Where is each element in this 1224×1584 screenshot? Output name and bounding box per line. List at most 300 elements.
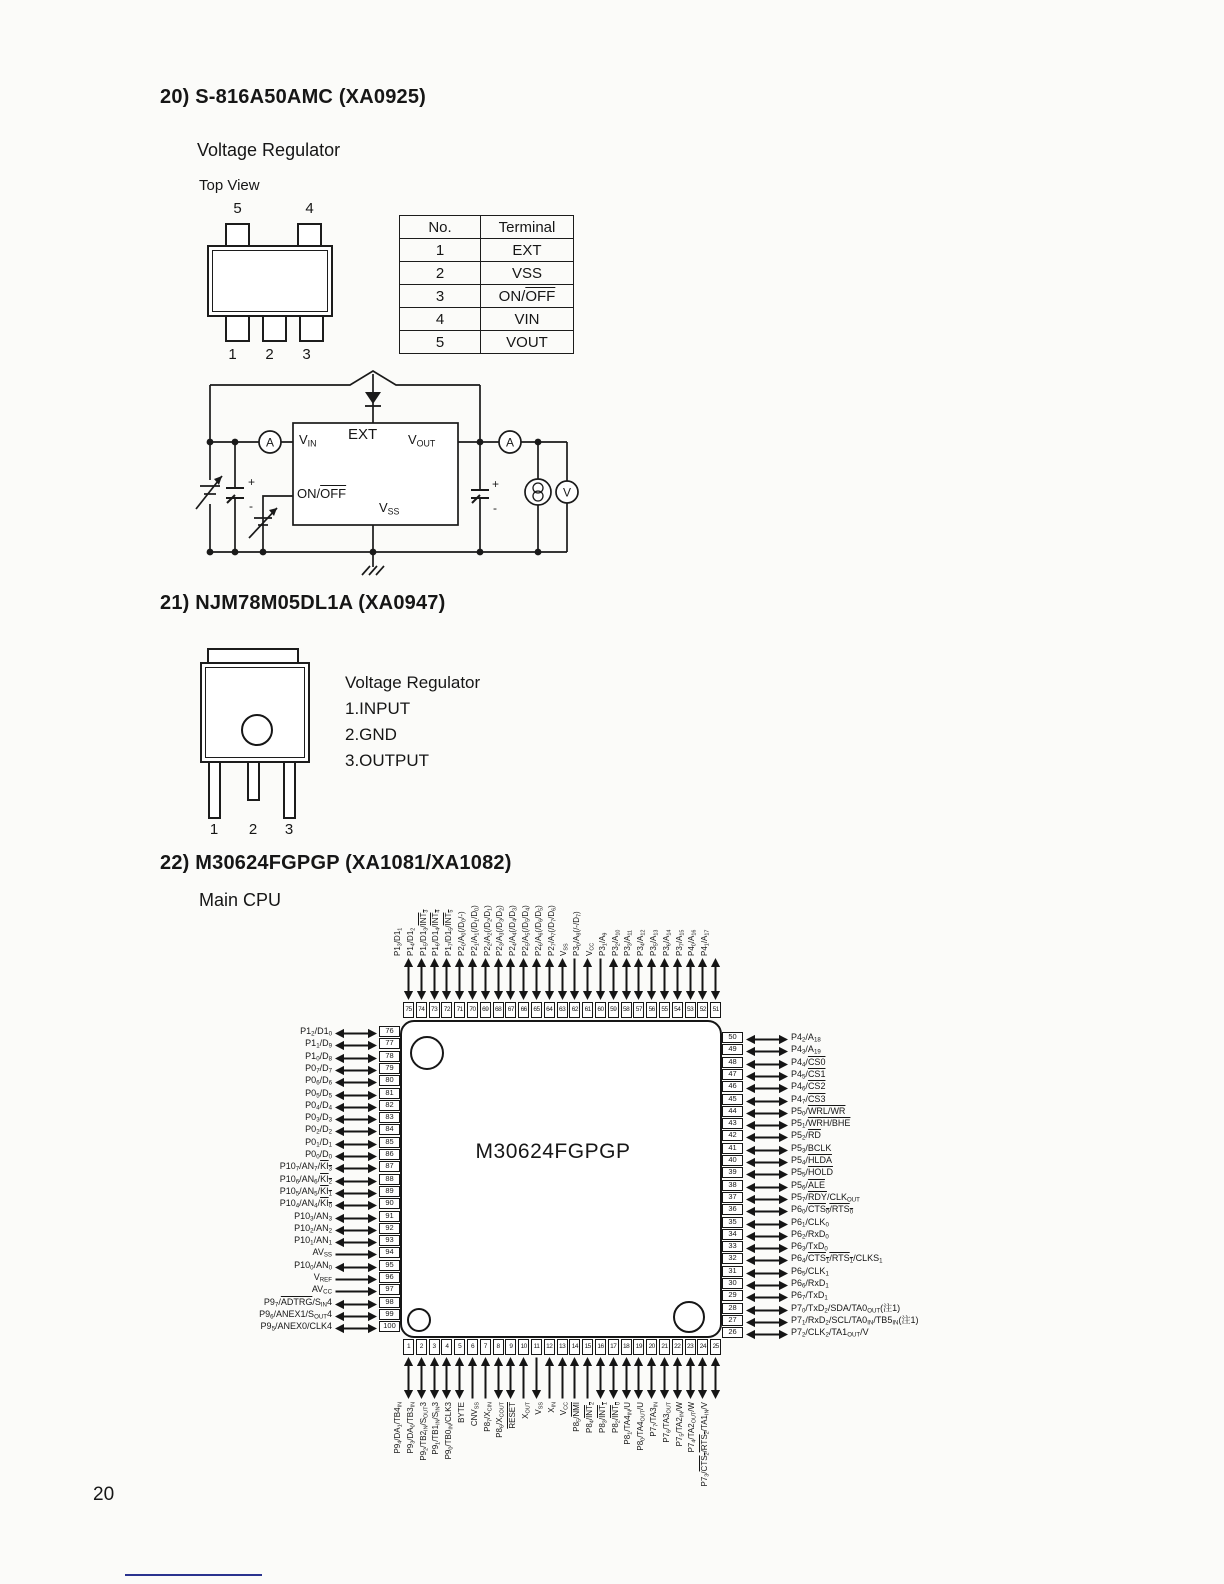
pin-43-label: $P5_1/WRH$/BHE (791, 1118, 851, 1130)
pin-94-label: $AV_{SS}$ (312, 1247, 332, 1260)
sot-pin4-number: 4 (305, 200, 314, 217)
pin-40-label: $P5_4$/HLDA (791, 1155, 832, 1167)
pin-17-label: $P8_3/INT_1$ (597, 1402, 609, 1433)
cap-plus-mark: + (248, 475, 256, 489)
pin-100-label: $P9_5/ANEX0/CLK4$ (260, 1321, 332, 1333)
pin-84-number: 84 (379, 1124, 400, 1135)
pin-71-label: $P1_7/D1_5/INT_5$ (444, 909, 455, 956)
pin-85-number: 85 (379, 1137, 400, 1148)
pin-96-label: $V_{REF}$ (313, 1272, 332, 1284)
pin-45-number: 45 (722, 1094, 743, 1105)
pin-20-label: $P8_0/TA4_{OUT}/U$ (636, 1402, 647, 1451)
pin-19-number: 19 (633, 1339, 644, 1355)
pin-75-number: 75 (403, 1002, 414, 1018)
pin-58-label: $P3_2/A_{10}$ (610, 929, 622, 956)
pin-52-arrow (697, 958, 708, 1005)
pin-30-label: $P6_6/RxD_1$ (791, 1278, 829, 1290)
pin-10-label: RESET (508, 1402, 518, 1429)
pin-28-number: 28 (722, 1303, 743, 1314)
pin-3-label: $P9_2/TB2_{IN}/S_{OUT}3$ (418, 1402, 430, 1461)
pin-17-number: 17 (608, 1339, 619, 1355)
pin-51-number: 51 (710, 1002, 721, 1018)
pin-52-label: $P4_0/A_{16}$ (687, 929, 698, 956)
terminal-name-cell: EXT (481, 239, 574, 262)
pin-54-number: 54 (672, 1002, 683, 1018)
pin-22-label: $P7_6/TA3_{OUT}$ (661, 1402, 673, 1443)
pin-90-label: $P10_4/AN_4/KI_0$ (279, 1198, 332, 1210)
terminal-no-cell: 4 (400, 308, 481, 331)
pin-23-label: $P7_5/TA2_{IN}/W$ (674, 1402, 686, 1447)
pin-34-label: $P6_2/RxD_0$ (791, 1228, 829, 1241)
pin-92-label: $P10_2/AN_2$ (294, 1222, 332, 1235)
pin-7-label: $CNV_{SS}$ (469, 1402, 481, 1427)
pin-15-arrow (582, 1357, 593, 1404)
pin-24-number: 24 (697, 1339, 708, 1355)
pin-71-number: 71 (454, 1002, 465, 1018)
pin-89-number: 89 (379, 1186, 400, 1197)
regulator-desc-line: 1.INPUT (345, 699, 411, 718)
pin-1-label: $P9_4/DA_1/TB4_{IN}$ (393, 1402, 404, 1454)
pin-25-arrow (710, 1357, 721, 1404)
circuit-vss-label: $V_{SS}$ (379, 500, 400, 517)
pin-72-number: 72 (441, 1002, 452, 1018)
pin-8-arrow (493, 1357, 504, 1404)
pin-18-label: $P8_2/INT_0$ (610, 1402, 622, 1433)
pin-6-number: 6 (467, 1339, 478, 1355)
pin-60-label: $V_{CC}$ (585, 942, 596, 956)
pin-57-arrow (633, 958, 644, 1005)
pin-11-label: $X_{OUT}$ (521, 1402, 532, 1419)
pin-68-label: $P2_2/A_2(/D_2/D_1)$ (482, 905, 494, 956)
pin-14-label: $V_{CC}$ (559, 1402, 570, 1416)
pin-65-arrow (531, 958, 542, 1005)
footer-rule (125, 1574, 262, 1576)
pin-32-number: 32 (722, 1253, 743, 1264)
pin-95-number: 95 (379, 1260, 400, 1271)
pin-71-arrow (454, 958, 465, 1005)
corner-circle-bottom-right (673, 1301, 705, 1333)
section-22-heading: 22) M30624FGPGP (XA1081/XA1082) (160, 852, 512, 874)
pin-59-number: 59 (608, 1002, 619, 1018)
pin-89-label: $P10_5/AN_5/KI_1$ (279, 1185, 332, 1198)
pin-17-arrow (608, 1357, 619, 1404)
pin-82-number: 82 (379, 1100, 400, 1111)
pin-73-label: $P1_5/D1_3/INT_3$ (418, 909, 430, 956)
pin-16-arrow (595, 1357, 606, 1404)
pin-99-label: $P9_6/ANEX1/S_{OUT}4$ (259, 1308, 332, 1321)
pin-47-label: $P4_5/CS1$ (791, 1068, 826, 1081)
pin-79-number: 79 (379, 1063, 400, 1074)
pin-64-arrow (544, 958, 555, 1005)
pin-40-number: 40 (722, 1155, 743, 1166)
pin-2-label: $P9_3/DA_0/TB3_{IN}$ (405, 1402, 417, 1454)
pin-8-number: 8 (493, 1339, 504, 1355)
pin-90-number: 90 (379, 1198, 400, 1209)
pin-67-arrow (505, 958, 516, 1005)
pin-10-arrow (518, 1357, 529, 1404)
pin-25-label: $P7_3/CTS_2/RTS_2/TA1_{IN}/V$ (700, 1402, 711, 1487)
terminal-table-header-no: No. (400, 216, 481, 239)
terminal-table-header-terminal: Terminal (481, 216, 574, 239)
pin-73-number: 73 (429, 1002, 440, 1018)
pin-81-label: $P0_5/D_5$ (305, 1087, 332, 1100)
pin-91-number: 91 (379, 1211, 400, 1222)
pin-53-label: $P3_7/A_{15}$ (674, 929, 686, 956)
sot-pin1-number: 1 (228, 346, 237, 363)
pin-10-number: 10 (518, 1339, 529, 1355)
pin-72-arrow (441, 958, 452, 1005)
pin-86-label: $P0_0/D_0$ (305, 1149, 332, 1161)
pin-29-number: 29 (722, 1290, 743, 1301)
pin-21-number: 21 (659, 1339, 670, 1355)
pin-58-number: 58 (621, 1002, 632, 1018)
pin-76-label: $P1_2/D1_0$ (300, 1026, 332, 1038)
pin-53-number: 53 (685, 1002, 696, 1018)
section-20-subtitle: Voltage Regulator (197, 140, 341, 160)
pin-100-arrow (335, 1321, 377, 1339)
pin-19-label: $P8_1/TA4_{IN}/U$ (623, 1402, 634, 1445)
pin-24-label: $P7_4/TA2_{OUT}/W$ (687, 1402, 698, 1453)
pin-53-arrow (685, 958, 696, 1005)
corner-circle-bottom-left (407, 1308, 431, 1332)
pin-5-arrow (454, 1357, 465, 1404)
dpak-pin3-number: 3 (284, 821, 294, 838)
pin-62-label: $V_{SS}$ (559, 943, 570, 956)
pin-18-number: 18 (621, 1339, 632, 1355)
pin-6-label: BYTE (457, 1402, 466, 1423)
pin-68-arrow (493, 958, 504, 1005)
pin-22-arrow (672, 1357, 683, 1404)
pin-26-label: $P7_2/CLK_2/TA1_{OUT}/V$ (791, 1327, 869, 1339)
pin-36-number: 36 (722, 1204, 743, 1215)
regulator-desc-line: 3.OUTPUT (345, 751, 430, 770)
pin-54-label: $P3_6/A_{14}$ (661, 929, 673, 956)
pin-93-number: 93 (379, 1235, 400, 1246)
pin-67-number: 67 (505, 1002, 516, 1018)
pin-11-number: 11 (531, 1339, 542, 1355)
pin-98-number: 98 (379, 1297, 400, 1308)
pin-56-label: $P3_4/A_{12}$ (636, 929, 647, 956)
sot-pin2-number: 2 (265, 346, 274, 363)
pin-3-number: 3 (429, 1339, 440, 1355)
terminal-no-cell: 1 (400, 239, 481, 262)
pin-83-number: 83 (379, 1112, 400, 1123)
pin-41-number: 41 (722, 1143, 743, 1154)
pin-9-number: 9 (505, 1339, 516, 1355)
pin-13-label: $X_{IN}$ (546, 1402, 558, 1413)
pin-37-number: 37 (722, 1192, 743, 1203)
pin-79-label: $P0_7/D_7$ (305, 1062, 332, 1075)
pin-59-label: $P3_1/A_9$ (597, 932, 609, 956)
pin-68-number: 68 (493, 1002, 504, 1018)
pin-49-label: $P4_3/A_{19}$ (791, 1044, 821, 1056)
section-20-view-label: Top View (199, 177, 260, 194)
pin-58-arrow (621, 958, 632, 1005)
pin-11-arrow (531, 1357, 542, 1404)
pin-80-number: 80 (379, 1075, 400, 1086)
pin-23-number: 23 (685, 1339, 696, 1355)
pin-61-arrow (582, 958, 593, 1005)
pin-60-number: 60 (595, 1002, 606, 1018)
pin-75-arrow (403, 958, 414, 1005)
voltmeter-letter: V (562, 485, 572, 500)
pin-33-number: 33 (722, 1241, 743, 1252)
pin-12-label: $V_{SS}$ (533, 1402, 545, 1415)
pin-47-number: 47 (722, 1069, 743, 1080)
pin1-index-circle (410, 1036, 444, 1070)
ammeter-letter: A (265, 435, 275, 450)
pin-24-arrow (697, 1357, 708, 1404)
pin-33-label: $P6_3/TxD_0$ (791, 1241, 828, 1253)
pin-4-arrow (441, 1357, 452, 1404)
pin-59-arrow (608, 958, 619, 1005)
pin-36-label: $P6_0/CTS_0/RTS_0$ (791, 1204, 854, 1216)
pin-70-arrow (467, 958, 478, 1005)
pin-12-number: 12 (544, 1339, 555, 1355)
sot-pin3-number: 3 (302, 346, 311, 363)
pin-87-number: 87 (379, 1161, 400, 1172)
pin-77-number: 77 (379, 1038, 400, 1049)
pin-38-number: 38 (722, 1180, 743, 1191)
pin-34-number: 34 (722, 1229, 743, 1240)
pin-62-arrow (569, 958, 580, 1005)
pin-15-label: $P8_5/\overline{NMI}$ (572, 1402, 583, 1432)
pin-7-number: 7 (480, 1339, 491, 1355)
pin-1-number: 1 (403, 1339, 414, 1355)
pin-100-number: 100 (379, 1321, 400, 1332)
pin-87-label: $P10_7/AN_7/KI_3$ (279, 1161, 332, 1173)
pin-93-label: $P10_1/AN_1$ (294, 1235, 332, 1247)
pin-54-arrow (672, 958, 683, 1005)
pin-92-number: 92 (379, 1223, 400, 1234)
pin-94-number: 94 (379, 1247, 400, 1258)
pin-78-label: $P1_0/D_8$ (305, 1050, 332, 1063)
cap-minus-mark: - (493, 501, 497, 515)
pin-48-label: $P4_4/CS0$ (791, 1056, 826, 1069)
pin-15-number: 15 (582, 1339, 593, 1355)
pin-57-label: $P3_3/A_{11}$ (623, 929, 634, 956)
pin-74-number: 74 (416, 1002, 427, 1018)
terminal-name-cell: VIN (481, 308, 574, 331)
pin-62-number: 62 (569, 1002, 580, 1018)
pin-78-number: 78 (379, 1051, 400, 1062)
pin-80-label: $P0_6/D_6$ (305, 1075, 332, 1087)
pin-83-label: $P0_3/D_3$ (305, 1112, 332, 1124)
pin-35-label: $P6_1/CLK_0$ (791, 1216, 829, 1229)
pin-55-arrow (659, 958, 670, 1005)
page-number: 20 (93, 1484, 115, 1505)
pin-4-label: $P9_1/TB1_{IN}/S_{IN}3$ (431, 1402, 442, 1455)
pin-66-arrow (518, 958, 529, 1005)
pin-63-arrow (557, 958, 568, 1005)
pin-66-number: 66 (518, 1002, 529, 1018)
pin-5-label: $P9_0/TB0_{IN}/CLK3$ (444, 1402, 455, 1460)
pin-45-label: $P4_7/CS3$ (791, 1093, 826, 1106)
pin-13-arrow (557, 1357, 568, 1404)
pin-42-label: $P5_2/\overline{RD}$ (791, 1130, 821, 1143)
section-21-heading: 21) NJM78M05DL1A (XA0947) (160, 592, 446, 614)
pin-9-label: $P8_6/X_{COUT}$ (495, 1402, 506, 1438)
circuit-vin-label: $V_{IN}$ (299, 432, 317, 449)
pin-74-label: $P1_4/D1_2$ (405, 927, 417, 956)
circuit-vout-label: $V_{OUT}$ (408, 432, 436, 449)
pin-66-label: $P2_4/A_4(/D_4/D_3)$ (508, 905, 519, 956)
pin-14-arrow (569, 1357, 580, 1404)
pin-46-number: 46 (722, 1081, 743, 1092)
terminal-name-cell: VOUT (481, 331, 574, 354)
pin-91-label: $P10_3/AN_3$ (294, 1210, 332, 1223)
pin-7-arrow (480, 1357, 491, 1404)
pin-5-number: 5 (454, 1339, 465, 1355)
pin-98-label: $P9_7/ADTRG/S_{IN}4$ (263, 1296, 332, 1309)
pin-76-number: 76 (379, 1026, 400, 1037)
pin-88-label: $P10_6/AN_6/KI_2$ (279, 1173, 332, 1186)
terminal-name-cell: $ON/\overline{OFF}$ (481, 285, 574, 308)
pin-51-arrow (710, 958, 721, 1005)
terminal-no-cell: 5 (400, 331, 481, 354)
pin-69-number: 69 (480, 1002, 491, 1018)
pin-69-arrow (480, 958, 491, 1005)
pin-63-label: $P2_7/A_7(/D_7/D_6)$ (546, 905, 558, 956)
pin-43-number: 43 (722, 1118, 743, 1129)
pin-56-number: 56 (646, 1002, 657, 1018)
pin-64-label: $P2_6/A_6(/D_6/D_5)$ (533, 905, 545, 956)
pin-74-arrow (416, 958, 427, 1005)
pin-16-number: 16 (595, 1339, 606, 1355)
pin-4-number: 4 (441, 1339, 452, 1355)
pin-19-arrow (633, 1357, 644, 1404)
pin-38-label: $P5_6/\overline{ALE}$ (791, 1179, 825, 1192)
pin-20-number: 20 (646, 1339, 657, 1355)
pin-69-label: $P2_1/A_1(/D_1/D_0)$ (469, 905, 481, 956)
pin-20-arrow (646, 1357, 657, 1404)
cap-plus-mark: + (492, 477, 500, 491)
pin-97-label: $AV_{CC}$ (311, 1284, 332, 1296)
pin-46-label: $P4_6/CS2$ (791, 1081, 826, 1093)
circuit-onoff-label: $ON/\overline{OFF}$ (297, 486, 347, 501)
regulator-desc-line: 2.GND (345, 725, 397, 744)
pin-23-arrow (685, 1357, 696, 1404)
ammeter-letter: A (505, 435, 515, 450)
pin-27-number: 27 (722, 1315, 743, 1326)
pin-12-arrow (544, 1357, 555, 1404)
pin-97-number: 97 (379, 1284, 400, 1295)
pin-37-label: $P5_7/\overline{RDY}/CLK_{OUT}$ (791, 1191, 860, 1204)
pin-60-arrow (595, 958, 606, 1005)
pin-52-number: 52 (697, 1002, 708, 1018)
pin-29-label: $P6_7/TxD_1$ (791, 1290, 828, 1302)
pin-77-label: $P1_1/D_9$ (305, 1038, 332, 1050)
pin-31-number: 31 (722, 1266, 743, 1277)
pin-16-label: $P8_4/INT_2$ (585, 1402, 596, 1433)
pin-21-arrow (659, 1357, 670, 1404)
pin-64-number: 64 (544, 1002, 555, 1018)
pin-30-number: 30 (722, 1278, 743, 1289)
pin-18-arrow (621, 1357, 632, 1404)
pin-75-label: $P1_3/D1_1$ (393, 927, 404, 956)
pin-73-arrow (429, 958, 440, 1005)
pin-70-label: $P2_0/A_0(/D_0/-)$ (457, 911, 468, 956)
terminal-no-cell: 3 (400, 285, 481, 308)
pin-48-number: 48 (722, 1057, 743, 1068)
pin-51-label: $P4_1/A_{17}$ (700, 929, 711, 956)
pin-65-label: $P2_5/A_5(/D_5/D_4)$ (521, 905, 532, 956)
section-20-heading: 20) S-816A50AMC (XA0925) (160, 86, 427, 108)
pin-28-label: $P7_0/TxD_2/SDA/TA0_{OUT}$(注1) (791, 1302, 901, 1315)
pin-14-number: 14 (569, 1339, 580, 1355)
pin-13-number: 13 (557, 1339, 568, 1355)
pin-26-number: 26 (722, 1327, 743, 1338)
pin-22-number: 22 (672, 1339, 683, 1355)
cap-minus-mark: - (249, 499, 253, 513)
pin-26-arrow (746, 1327, 788, 1345)
pin-96-number: 96 (379, 1272, 400, 1283)
pin-72-label: $P1_6/D1_4/INT_4$ (431, 909, 442, 956)
pin-86-number: 86 (379, 1149, 400, 1160)
pin-85-label: $P0_1/D_1$ (305, 1136, 332, 1149)
pin-95-label: $P10_0/AN_0$ (294, 1259, 332, 1272)
pin-55-number: 55 (659, 1002, 670, 1018)
pin-82-label: $P0_4/D_4$ (305, 1099, 332, 1112)
pin-6-arrow (467, 1357, 478, 1404)
terminal-no-cell: 2 (400, 262, 481, 285)
pin-44-number: 44 (722, 1106, 743, 1117)
circuit-ext-label: EXT (348, 426, 378, 443)
pin-61-label: $P3_0/A_8(/-/D_7)$ (572, 911, 583, 956)
pin-65-number: 65 (531, 1002, 542, 1018)
dpak-pin1-number: 1 (209, 821, 219, 838)
regulator-desc-line: Voltage Regulator (345, 673, 481, 692)
chip-part-label: M30624FGPGP (475, 1140, 631, 1163)
dpak-pin2-number: 2 (248, 821, 258, 838)
chip-body (400, 1020, 722, 1338)
pin-21-label: $P7_7/TA3_{IN}$ (649, 1402, 660, 1437)
pin-44-label: $P5_0/WRL/WR$ (791, 1105, 846, 1118)
pin-2-number: 2 (416, 1339, 427, 1355)
section-22-subtitle: Main CPU (199, 890, 282, 910)
pin-39-number: 39 (722, 1167, 743, 1178)
pin-2-arrow (416, 1357, 427, 1404)
pin-32-label: $P6_4/CTS_1/RTS_1/CLKS_1$ (791, 1253, 883, 1266)
pin-35-number: 35 (722, 1217, 743, 1228)
pin-50-number: 50 (722, 1032, 743, 1043)
pin-31-label: $P6_5/CLK_1$ (791, 1265, 829, 1278)
pin-63-number: 63 (557, 1002, 568, 1018)
pin-88-number: 88 (379, 1174, 400, 1185)
pin-25-number: 25 (710, 1339, 721, 1355)
pin-55-label: $P3_5/A_{13}$ (649, 929, 660, 956)
pin-3-arrow (429, 1357, 440, 1404)
pin-50-label: $P4_2/A_{18}$ (791, 1032, 821, 1044)
pin-9-arrow (505, 1357, 516, 1404)
pin-81-number: 81 (379, 1088, 400, 1099)
pin-1-arrow (403, 1357, 414, 1404)
pin-70-number: 70 (467, 1002, 478, 1018)
pin-42-number: 42 (722, 1130, 743, 1141)
pin-8-label: $P8_7/X_{CIN}$ (482, 1402, 494, 1432)
pin-67-label: $P2_3/A_3(/D_3/D_2)$ (495, 905, 506, 956)
pin-61-number: 61 (582, 1002, 593, 1018)
terminal-name-cell: VSS (481, 262, 574, 285)
sot-pin5-number: 5 (233, 200, 242, 217)
pin-27-label: $P7_1/RxD_2/SCL/TA0_{IN}/TB5_{IN}$(注1) (791, 1314, 919, 1327)
pin-99-number: 99 (379, 1309, 400, 1320)
pin-84-label: $P0_2/D_2$ (305, 1124, 332, 1137)
pin-49-number: 49 (722, 1044, 743, 1055)
pin-57-number: 57 (633, 1002, 644, 1018)
pin-39-label: $P5_5$/HOLD (791, 1167, 833, 1179)
pin-56-arrow (646, 958, 657, 1005)
